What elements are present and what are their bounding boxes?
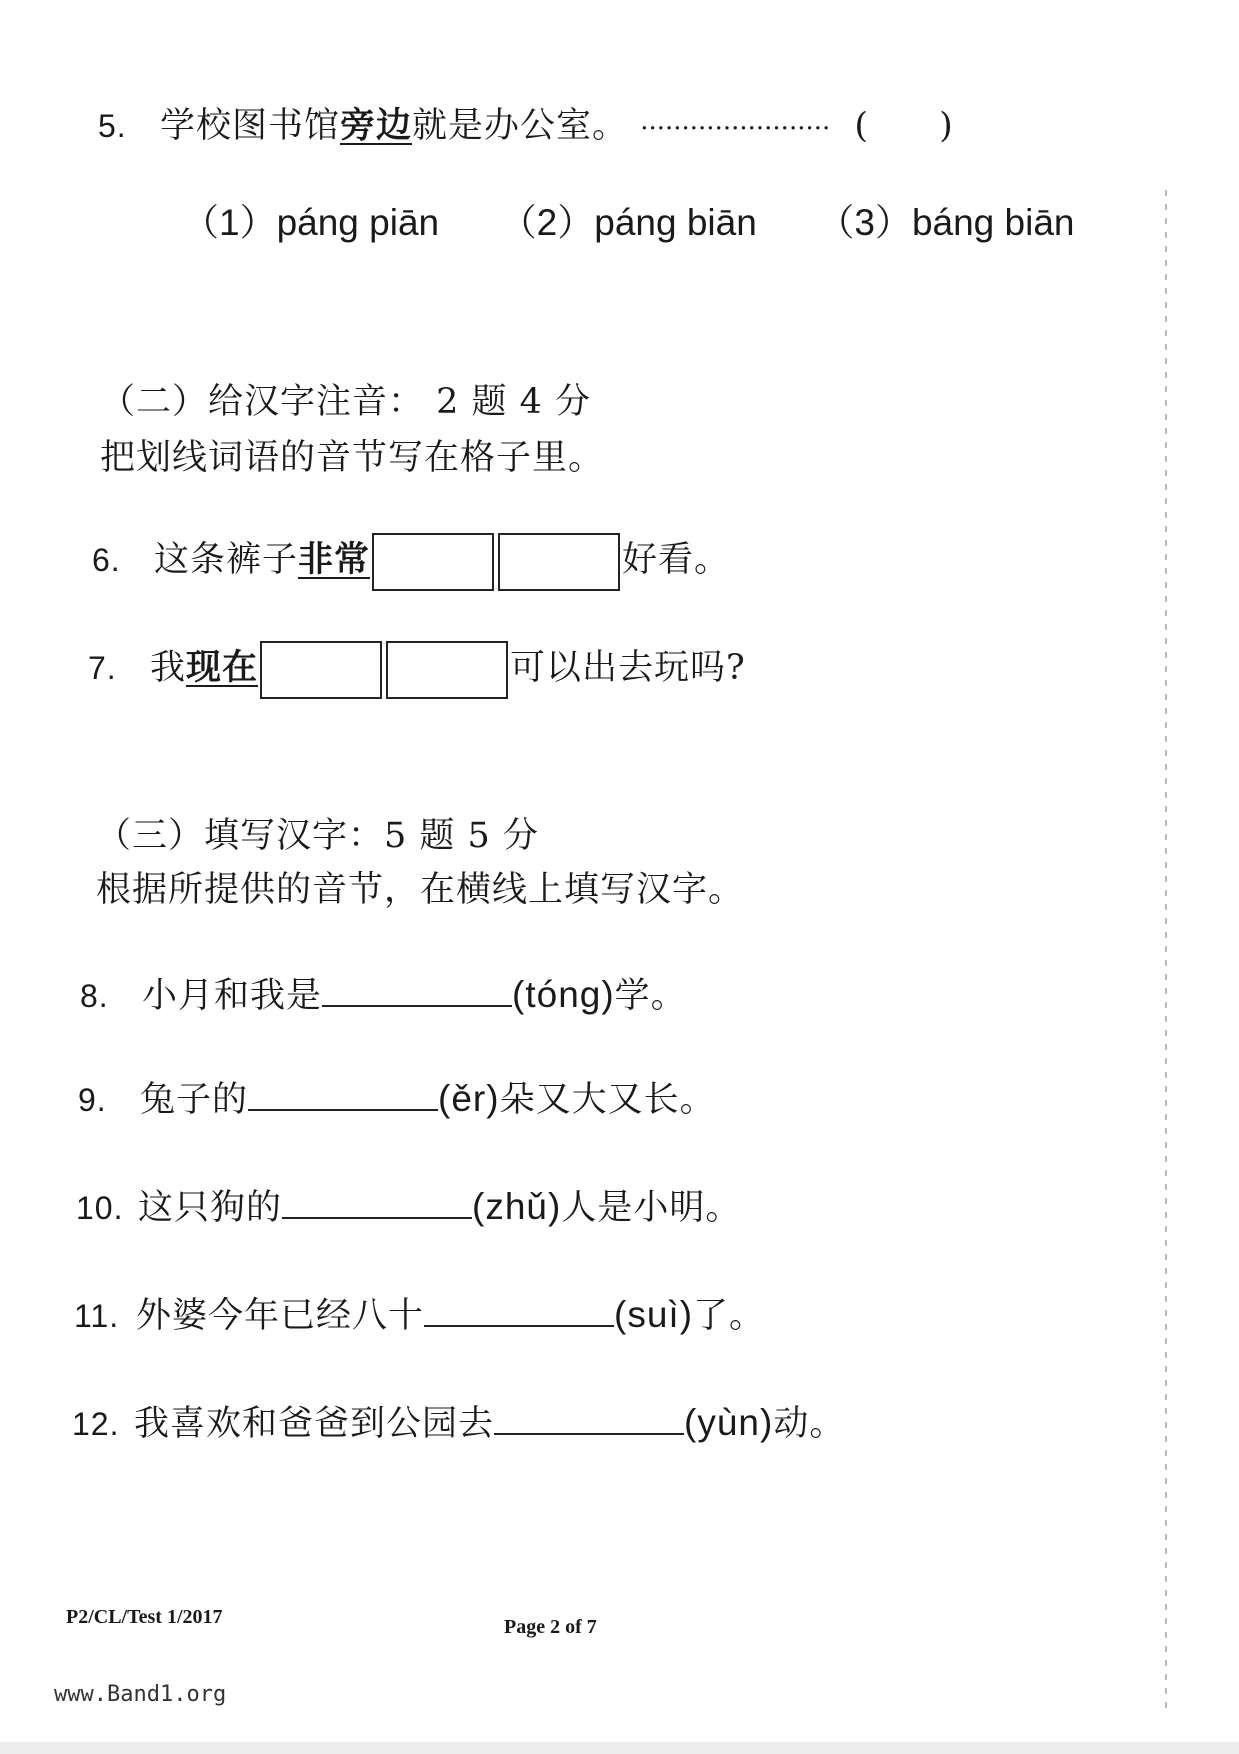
answer-blank[interactable] <box>248 1079 438 1111</box>
answer-blank[interactable] <box>322 975 512 1007</box>
question-text-after: 学。 <box>614 976 687 1016</box>
question-text-before: 小月和我是 <box>142 976 323 1016</box>
question-10 <box>76 1180 741 1230</box>
question-text-before: 我 <box>150 648 187 688</box>
question-number: 7. <box>88 650 117 686</box>
question-5 <box>98 98 954 148</box>
question-number: 12. <box>72 1406 120 1442</box>
question-text-before: 学校图书馆 <box>160 106 341 146</box>
question-text-before: 我喜欢和爸爸到公园去 <box>134 1404 495 1444</box>
option-label: （1） <box>182 202 277 243</box>
question-text-before: 这只狗的 <box>138 1188 283 1228</box>
question-text-after: 了。 <box>693 1296 766 1336</box>
question-8 <box>80 968 687 1018</box>
question-number: 9. <box>78 1082 107 1118</box>
scan-bottom-strip <box>0 1742 1239 1754</box>
answer-blank[interactable] <box>494 1403 684 1435</box>
pinyin-hint: (tóng) <box>512 974 615 1015</box>
pinyin-box-1[interactable] <box>372 533 494 591</box>
dot-leader: ······················· <box>640 114 831 144</box>
answer-blank[interactable] <box>282 1187 472 1219</box>
question-text-before: 外婆今年已经八十 <box>136 1296 425 1336</box>
option-3 <box>817 202 1074 243</box>
page-number: Page 2 of 7 <box>504 1616 597 1638</box>
question-text-after: 动。 <box>773 1404 846 1444</box>
underlined-word: 非常 <box>298 539 371 580</box>
section-3-heading: （三）填写汉字：5 题 5 分 <box>96 816 539 856</box>
question-text-before: 这条裤子 <box>154 540 299 580</box>
question-6 <box>92 532 730 591</box>
answer-blank[interactable] <box>424 1295 614 1327</box>
option-2 <box>500 202 757 243</box>
question-number: 6. <box>92 542 121 578</box>
question-text-after: 朵又大又长。 <box>499 1080 716 1120</box>
question-7 <box>88 640 746 699</box>
section-2-instruction: 把划线词语的音节写在格子里。 <box>100 438 605 478</box>
pinyin-box-2[interactable] <box>498 533 620 591</box>
test-code: P2/CL/Test 1/2017 <box>66 1606 223 1628</box>
question-text-after: 就是办公室。 <box>412 106 629 146</box>
question-12 <box>72 1396 845 1446</box>
option-text: páng piān <box>276 202 440 243</box>
website-watermark: www.Band1.org <box>54 1682 227 1707</box>
question-text-after: 好看。 <box>622 540 731 580</box>
pinyin-hint: (ěr) <box>438 1078 500 1119</box>
underlined-word: 现在 <box>186 647 259 688</box>
question-text-before: 兔子的 <box>140 1080 249 1120</box>
option-label: （2） <box>499 202 595 243</box>
question-text-after: 可以出去玩吗? <box>510 648 746 688</box>
answer-bracket-open: ( <box>854 106 870 146</box>
question-number: 10. <box>76 1190 124 1226</box>
section-3-instruction: 根据所提供的音节，在横线上填写汉字。 <box>96 870 745 910</box>
pinyin-hint: (zhǔ) <box>472 1186 562 1227</box>
section-2-heading: （二）给汉字注音： 2 题 4 分 <box>100 382 592 422</box>
question-number: 11. <box>74 1298 120 1334</box>
q5-options <box>182 192 1075 246</box>
pinyin-hint: (yùn) <box>684 1402 774 1443</box>
option-text: báng biān <box>911 202 1075 243</box>
option-text: páng biān <box>594 202 757 243</box>
question-9 <box>78 1072 716 1122</box>
pinyin-box-1[interactable] <box>260 641 382 699</box>
option-1 <box>182 202 439 243</box>
option-label: （3） <box>817 202 912 243</box>
pinyin-box-2[interactable] <box>386 641 508 699</box>
question-text-after: 人是小明。 <box>561 1188 742 1228</box>
answer-bracket-close: ) <box>939 106 954 146</box>
underlined-word: 旁边 <box>340 105 413 146</box>
question-number: 8. <box>80 978 109 1014</box>
question-11 <box>74 1288 765 1338</box>
question-number: 5. <box>98 108 127 144</box>
pinyin-hint: (suì) <box>614 1294 694 1335</box>
scan-edge-line <box>1165 190 1167 1710</box>
